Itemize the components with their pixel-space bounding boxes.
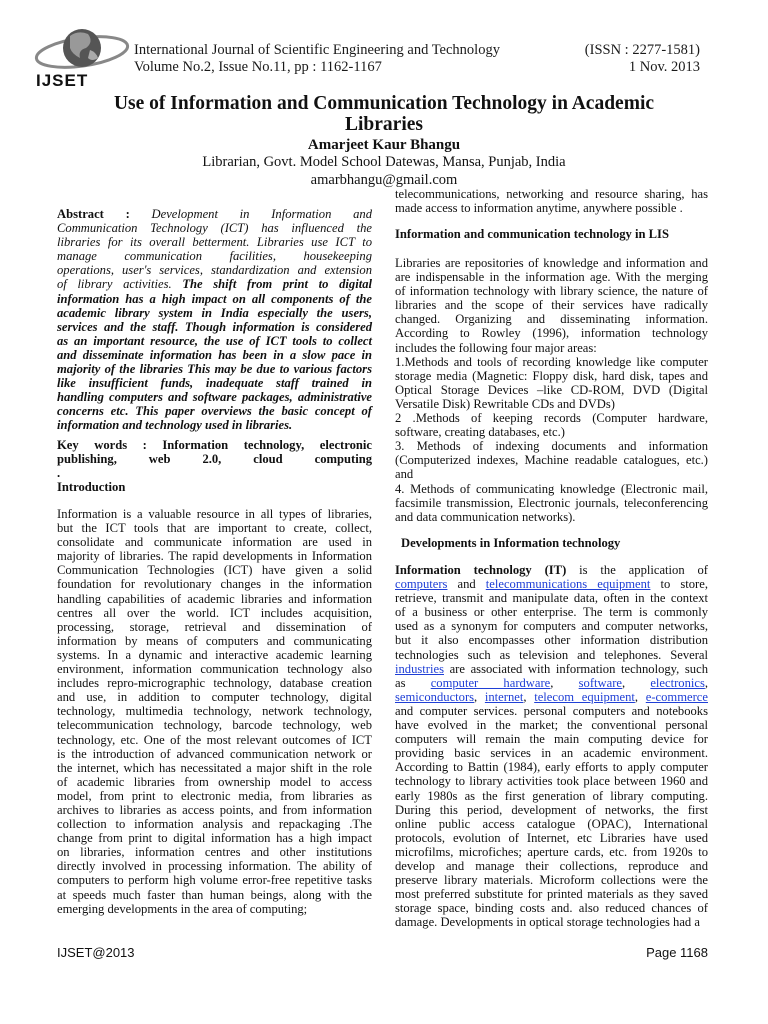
text-line: telecommunications, networking and resource sharing, has [395, 187, 708, 201]
text-line [395, 845, 708, 859]
text-line [57, 390, 372, 404]
hyperlink[interactable]: internet [484, 689, 524, 704]
list-item [395, 482, 708, 524]
text-line: Information is a valuable resource in all types of libraries, [57, 507, 372, 521]
text-span: and disseminate information has been in a slow pace in [57, 347, 372, 362]
author-affiliation: Librarian, Govt. Model School Datewas, Mansa, Punjab, India [202, 154, 566, 170]
text-span: , [704, 675, 709, 690]
text-span: to store, [650, 577, 708, 592]
text-line [395, 563, 708, 577]
text-span: information and technology used in libraries. [57, 418, 293, 433]
text-line: of academic libraries from ownership model to access [57, 774, 372, 789]
text-span: and computer services. personal computers and notebooks [395, 703, 708, 718]
hyperlink[interactable]: software [578, 675, 622, 690]
text-line [395, 633, 708, 647]
journal-logo [30, 24, 134, 94]
hyperlink[interactable]: industries [395, 661, 444, 676]
hyperlink[interactable]: semiconductors [395, 689, 475, 704]
journal-name: International Journal of Scientific Engineering and Technology [134, 42, 500, 58]
list-item [395, 411, 708, 439]
text-line [57, 418, 372, 432]
text-line: consolidate and communicate information are used in [57, 535, 372, 550]
text-line: model, from print to electronic media, from libraries as [57, 788, 372, 803]
continued-paragraph [395, 187, 708, 215]
hyperlink[interactable]: telecom equipment [534, 689, 635, 704]
text-span: of a business or other enterprise. The term is commonly [395, 605, 708, 620]
text-line: and data communication networks). [395, 509, 576, 524]
text-line [395, 746, 708, 760]
text-span: are associated with information technology, such [443, 661, 708, 676]
text-line: centres all over the world. ICT includes acquisition, [57, 605, 372, 620]
hyperlink[interactable]: electronics [650, 675, 705, 690]
text-span: , [634, 689, 646, 704]
text-span: services and the staff. Though information is considered [57, 319, 372, 334]
text-span: Key words : Information technology, electronic [57, 438, 372, 452]
hyperlink[interactable]: computer hardware [430, 675, 551, 690]
text-span: libraries for its overall betterment. Libraries use ICT to [57, 235, 372, 250]
text-line: emerging developments in the area of computing; [57, 901, 308, 916]
text-line [57, 221, 372, 235]
text-line: is the introduction of advanced communication network or [57, 746, 372, 761]
text-line [395, 774, 708, 788]
text-span: protocols, evolution of Internet, etc Libraries have used [395, 830, 708, 845]
text-line: and [395, 467, 414, 482]
text-line: directly involved in processing information. The ability of [57, 859, 372, 874]
list-item [395, 256, 708, 355]
text-span: , [474, 689, 485, 704]
text-line [395, 619, 708, 633]
text-line: Libraries are repositories of knowledge and information and [395, 256, 708, 270]
text-line [57, 362, 372, 376]
text-span: Development in Information and [151, 207, 372, 221]
text-line [57, 306, 372, 320]
text-line: collection to information analysis and repackaging .The [57, 817, 372, 832]
text-line [395, 859, 708, 873]
text-line [57, 452, 372, 466]
text-line: libraries and the scope of their services have radically [395, 298, 708, 313]
text-line: change from print to digital information has a high impact [57, 831, 372, 846]
text-line [395, 915, 708, 929]
text-line [57, 466, 372, 480]
publish-date: 1 Nov. 2013 [628, 59, 700, 75]
text-span: operations, user's services, standardization and extension [57, 263, 372, 278]
introduction-paragraph [57, 507, 372, 916]
text-line: software, creating databases, etc.) [395, 425, 565, 440]
hyperlink[interactable]: computers [395, 577, 448, 592]
text-line [395, 760, 708, 774]
text-line [395, 887, 708, 901]
text-line [395, 718, 708, 732]
text-line [57, 277, 372, 291]
hyperlink[interactable]: telecommunications equipment [485, 577, 651, 592]
text-span: as [395, 675, 431, 690]
text-span: used as a synonym for computers and computer networks, [395, 619, 708, 634]
text-line: Communication Technologies (ICT) have given a solid [57, 563, 372, 578]
text-line [57, 235, 372, 249]
text-span: technologies such as television and telephones. Several [395, 647, 708, 662]
text-span: During this period, development of networks, the first [395, 802, 708, 817]
text-line: 4. Methods of communicating knowledge (Electronic mail, [395, 481, 708, 496]
text-line [395, 831, 708, 845]
text-line: foundation for revolutionary changes in the information [57, 577, 372, 592]
text-line: archives to libraries as access points, and from information [57, 802, 372, 817]
text-span: Abstract : [57, 207, 152, 221]
text-span: of library activities. [57, 277, 183, 292]
text-span: Information technology (IT) [395, 563, 567, 577]
text-line: Versatile Disk) Rewritable CDs and DVDs) [395, 396, 615, 411]
text-span: information has a high impact on all components of the [57, 291, 372, 306]
text-span: retrieve, transmit and manipulate data, often in the context [395, 591, 708, 606]
keywords [57, 438, 372, 480]
text-span: microfilms, microfiches; aperture cards, etc. from 1920s to [395, 844, 708, 859]
text-line: changed. Organizing and disseminating information. [395, 312, 708, 327]
journal-meta [540, 42, 700, 76]
text-line: 1.Methods and tools of recording knowledge like computer [395, 354, 708, 369]
text-line [395, 648, 708, 662]
section-heading-lis: Information and communication technology in LIS [395, 227, 669, 241]
text-line: at speeds much faster than human beings, along with the [57, 887, 372, 902]
text-span: but it also encompasses other information distribution [395, 633, 708, 648]
lis-section [395, 256, 708, 524]
text-line [57, 263, 372, 277]
text-span: Communication Technology (ICT) has influenced the [57, 221, 372, 236]
text-span: handling computers and software packages, administrative [57, 390, 372, 405]
author-name: Amarjeet Kaur Bhangu [307, 137, 461, 153]
text-span: most preferred substitute for printed materials as they saved [395, 887, 708, 902]
text-line: facsimile transmission, Electronic journals, teleconferencing [395, 495, 708, 510]
text-span: providing basic services in an academic environment. [395, 746, 708, 761]
text-line [395, 690, 708, 704]
text-span: The shift from print to digital [182, 277, 372, 292]
text-line: processing, storage, retrieval and dissemination of [57, 619, 372, 634]
text-line [57, 249, 372, 263]
text-line: but the ICT tools that are important to create, collect, [57, 521, 372, 536]
paper-title [0, 93, 768, 135]
text-span: , [621, 675, 651, 690]
text-line: includes the following four major areas: [395, 340, 597, 355]
text-line [57, 438, 372, 452]
text-span: have evolved in the market; the conventional personal [395, 718, 708, 733]
text-line [395, 901, 708, 915]
text-line: information by means of computers and communicating [57, 633, 372, 648]
text-line [395, 789, 708, 803]
text-line: technology, multimedia technology, network technology, [57, 704, 372, 719]
text-line [57, 404, 372, 418]
text-span: develop and manage their collections, reproduce and [395, 858, 708, 873]
text-line: are indispensable in the information age. With the merging [395, 270, 708, 285]
text-line: handling capabilities of academic libraries and information [57, 591, 372, 606]
text-span: academic library system in India especially the users, [57, 305, 372, 320]
text-span: technology to library activities took place between 1960 and [395, 774, 708, 789]
text-line: on libraries, information centres and other institutions [57, 845, 372, 860]
text-line: systems. In a dynamic and interactive academic learning [57, 647, 372, 662]
text-line [57, 207, 372, 221]
text-span: storage space, binding costs and. also reduced chances of [395, 901, 708, 916]
text-span: damage. Developments in optical storage technologies had a [395, 915, 700, 930]
text-line [57, 292, 372, 306]
text-line: environment, information communication technology also [57, 662, 372, 677]
text-line: made access to information anytime, anywhere possible . [395, 201, 683, 216]
text-span: preserve library materials. Microform collections were the [395, 873, 708, 888]
text-line [395, 605, 708, 619]
text-span: computers will remain the main computing device for [395, 732, 708, 747]
text-line [395, 577, 708, 591]
text-span: manage communication facilities, housekeeping [57, 249, 372, 264]
text-line: the internet, which has necessitated a major shift in the role [57, 760, 372, 775]
text-line: telecommunication technology, barcode technology, web [57, 718, 372, 733]
hyperlink[interactable]: e-commerce [645, 689, 708, 704]
text-span: and [447, 577, 486, 592]
list-item [395, 439, 708, 481]
text-span: , [550, 675, 579, 690]
text-span: . [57, 466, 61, 481]
section-heading-developments: Developments in Information technology [401, 536, 621, 550]
text-span: majority of the libraries This may be due to various factors [57, 362, 372, 377]
text-line [57, 320, 372, 334]
text-span: as an important resource, the use of ICT tools to collect [57, 333, 372, 348]
text-line: 2 .Methods of keeping records (Computer hardware, [395, 411, 708, 426]
text-line [57, 334, 372, 348]
text-line [395, 803, 708, 817]
text-line: includes repro-micrographic technology, database creation [57, 676, 372, 691]
section-heading-introduction: Introduction [57, 480, 126, 494]
text-line [395, 732, 708, 746]
text-line: (Computerized indexes, Machine readable catalogues, etc.) [395, 453, 708, 468]
text-line: 3. Methods of indexing documents and information [395, 439, 708, 454]
text-line: Optical Storage Devices –like CD-ROM, DVD (Digital [395, 382, 708, 397]
journal-volume: Volume No.2, Issue No.11, pp : 1162-1167 [134, 59, 382, 75]
text-span: According to Battin (1984), early efforts to apply computer [395, 760, 708, 775]
list-item [395, 355, 708, 411]
text-span: , [523, 689, 535, 704]
footer-copyright: IJSET@2013 [57, 945, 135, 960]
issn: (ISSN : 2277-1581) [584, 42, 700, 58]
text-line: of information technology with library science, the nature of [395, 284, 708, 299]
text-line [395, 676, 708, 690]
page-number: Page 1168 [646, 945, 708, 960]
title-line: Libraries [345, 114, 423, 135]
logo-text: IJSET [36, 71, 89, 90]
text-span: is the application of [566, 563, 708, 577]
text-line: computers to perform high volume error-free repetitive tasks [57, 873, 372, 888]
text-line: technology, etc. One of the most relevant outcomes of ICT [57, 732, 372, 747]
text-line [395, 591, 708, 605]
text-line: and use, in addition to computer technology, digital [57, 690, 372, 705]
text-line [57, 376, 372, 390]
text-line [395, 704, 708, 718]
text-span: early 1980s as the first generation of library computing. [395, 788, 708, 803]
text-span: like insufficient funds, inadequate staff trained in [57, 376, 372, 391]
text-line: majority of libraries. The rapid developments in Information [57, 549, 372, 564]
title-line: Use of Information and Communication Technology in Academic [113, 93, 655, 114]
text-span: online public access catalogue (OPAC), International [395, 816, 708, 831]
abstract [57, 207, 372, 433]
text-line: storage media (Magnetic: Floppy disk, hard disk, tapes and [395, 368, 708, 383]
it-paragraph [395, 563, 708, 929]
text-line [395, 873, 708, 887]
text-span: concerns etc. This paper overviews the basic concept of [57, 404, 372, 419]
text-line [395, 817, 708, 831]
journal-info [134, 42, 500, 76]
text-span: publishing, web 2.0, cloud computing [57, 452, 372, 467]
text-line [395, 662, 708, 676]
text-line: According to Rowley (1996), information technology [395, 326, 708, 341]
text-line [57, 348, 372, 362]
author-email: amarbhangu@gmail.com [310, 172, 458, 188]
